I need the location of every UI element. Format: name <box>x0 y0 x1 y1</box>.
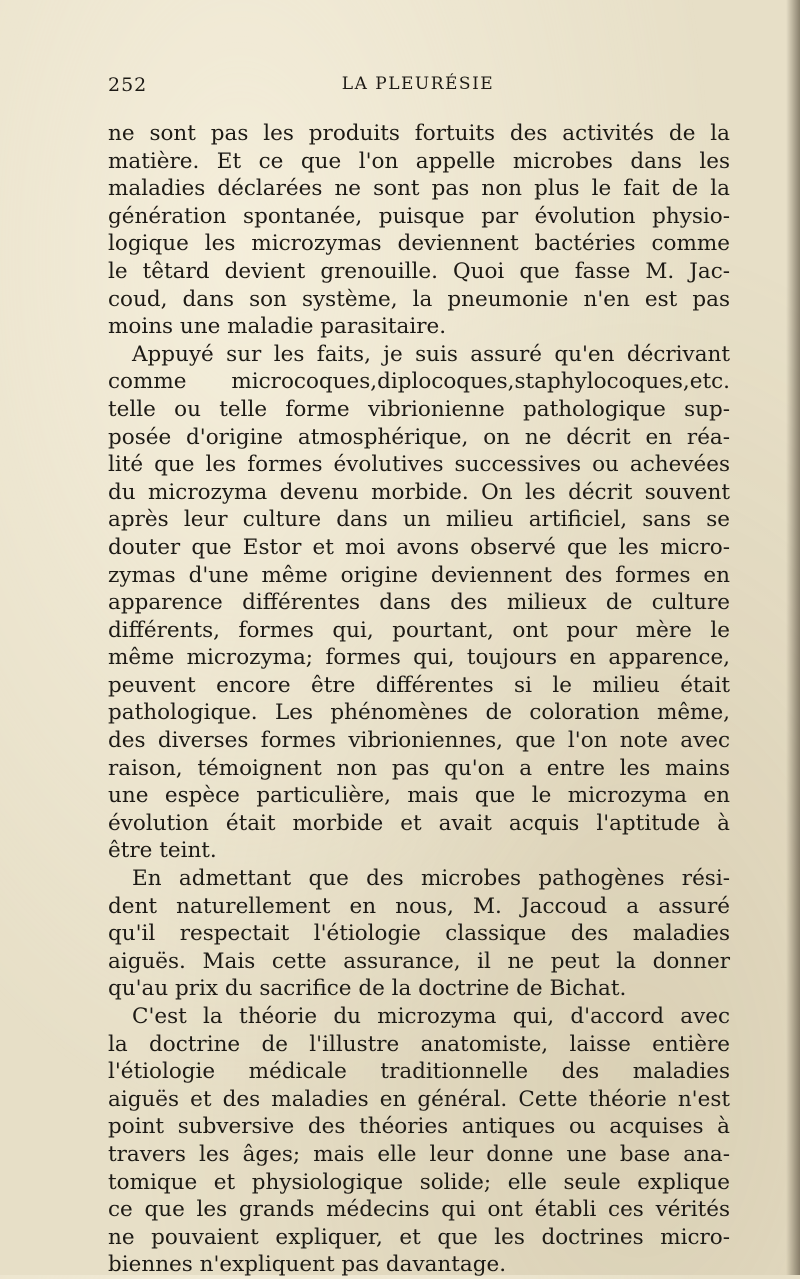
text-line: après leur culture dans un milieu artificiel, sans se <box>108 507 730 533</box>
text-line: point subversive des théories antiques ou acquises à <box>108 1114 730 1140</box>
page-edge-shadow <box>786 0 800 1275</box>
text-line: une espèce particulière, mais que le microzyma en <box>108 783 730 809</box>
text-line: zymas d'une même origine deviennent des formes en <box>108 562 730 588</box>
text-line: différents, formes qui, pourtant, ont pour mère le <box>108 617 730 643</box>
text-line: matière. Et ce que l'on appelle microbes dans les <box>108 148 730 174</box>
text-line: pathologique. Les phénomènes de coloration même, <box>108 700 730 726</box>
text-line: du microzyma devenu morbide. On les décrit souvent <box>108 479 730 505</box>
text-line: être teint. <box>108 838 217 864</box>
text-line: évolution était morbide et avait acquis l'aptitude à <box>108 810 730 836</box>
text-line: raison, témoignent non pas qu'on a entre les mains <box>108 755 730 781</box>
text-line: ne sont pas les produits fortuits des activités de la <box>108 121 730 146</box>
text-line: douter que Estor et moi avons observé que les micro- <box>108 534 730 560</box>
text-line: telle ou telle forme vibrionienne pathologique sup- <box>108 396 730 422</box>
page-header <box>108 74 728 104</box>
text-line: C'est la théorie du microzyma qui, d'accord avec <box>132 1004 730 1029</box>
text-line: comme microcoques,diplocoques,staphylocoques,etc. <box>108 369 730 395</box>
text-line: la doctrine de l'illustre anatomiste, laisse entière <box>108 1031 730 1057</box>
text-line: coud, dans son système, la pneumonie n'en est pas <box>108 286 730 312</box>
text-line: qu'il respectait l'étiologie classique des maladies <box>108 921 730 947</box>
text-line: En admettant que des microbes pathogènes rési- <box>132 866 730 892</box>
text-line: aiguës. Mais cette assurance, il ne peut la donner <box>108 948 730 974</box>
text-line: maladies déclarées ne sont pas non plus le fait de la <box>108 176 730 202</box>
text-line: l'étiologie médicale traditionnelle des maladies <box>108 1059 730 1085</box>
text-line: ce que les grands médecins qui ont établi ces vérités <box>108 1197 730 1223</box>
text-line: qu'au prix du sacrifice de la doctrine de Bichat. <box>108 976 627 1002</box>
text-line: lité que les formes évolutives successives ou achevées <box>108 452 730 478</box>
text-line: peuvent encore être différentes si le milieu était <box>108 672 730 698</box>
text-line: posée d'origine atmosphérique, on ne décrit en réa- <box>108 424 730 450</box>
text-line: biennes n'expliquent pas davantage. <box>108 1252 507 1278</box>
text-line: apparence différentes dans des milieux de culture <box>108 590 730 616</box>
text-line: même microzyma; formes qui, toujours en apparence, <box>108 645 730 671</box>
text-line: moins une maladie parasitaire. <box>108 314 447 340</box>
text-line: dent naturellement en nous, M. Jaccoud a assuré <box>108 893 730 919</box>
running-title: LA PLEURÉSIE <box>341 74 495 94</box>
text-line: aiguës et des maladies en général. Cette théorie n'est <box>108 1086 730 1112</box>
text-line: ne pouvaient expliquer, et que les doctrines micro- <box>108 1224 730 1250</box>
text-line: le têtard devient grenouille. Quoi que fasse M. Jac- <box>108 258 730 284</box>
page-number: 252 <box>108 74 148 96</box>
body-text <box>108 120 730 1279</box>
text-line: génération spontanée, puisque par évolution physio- <box>108 203 730 229</box>
text-line: logique les microzymas deviennent bactéries comme <box>108 231 730 257</box>
text-line: travers les âges; mais elle leur donne une base ana- <box>108 1141 730 1167</box>
text-line: des diverses formes vibrioniennes, que l'on note avec <box>108 728 730 754</box>
text-line: Appuyé sur les faits, je suis assuré qu'en décrivant <box>132 341 730 367</box>
text-line: tomique et physiologique solide; elle seule explique <box>108 1169 730 1195</box>
